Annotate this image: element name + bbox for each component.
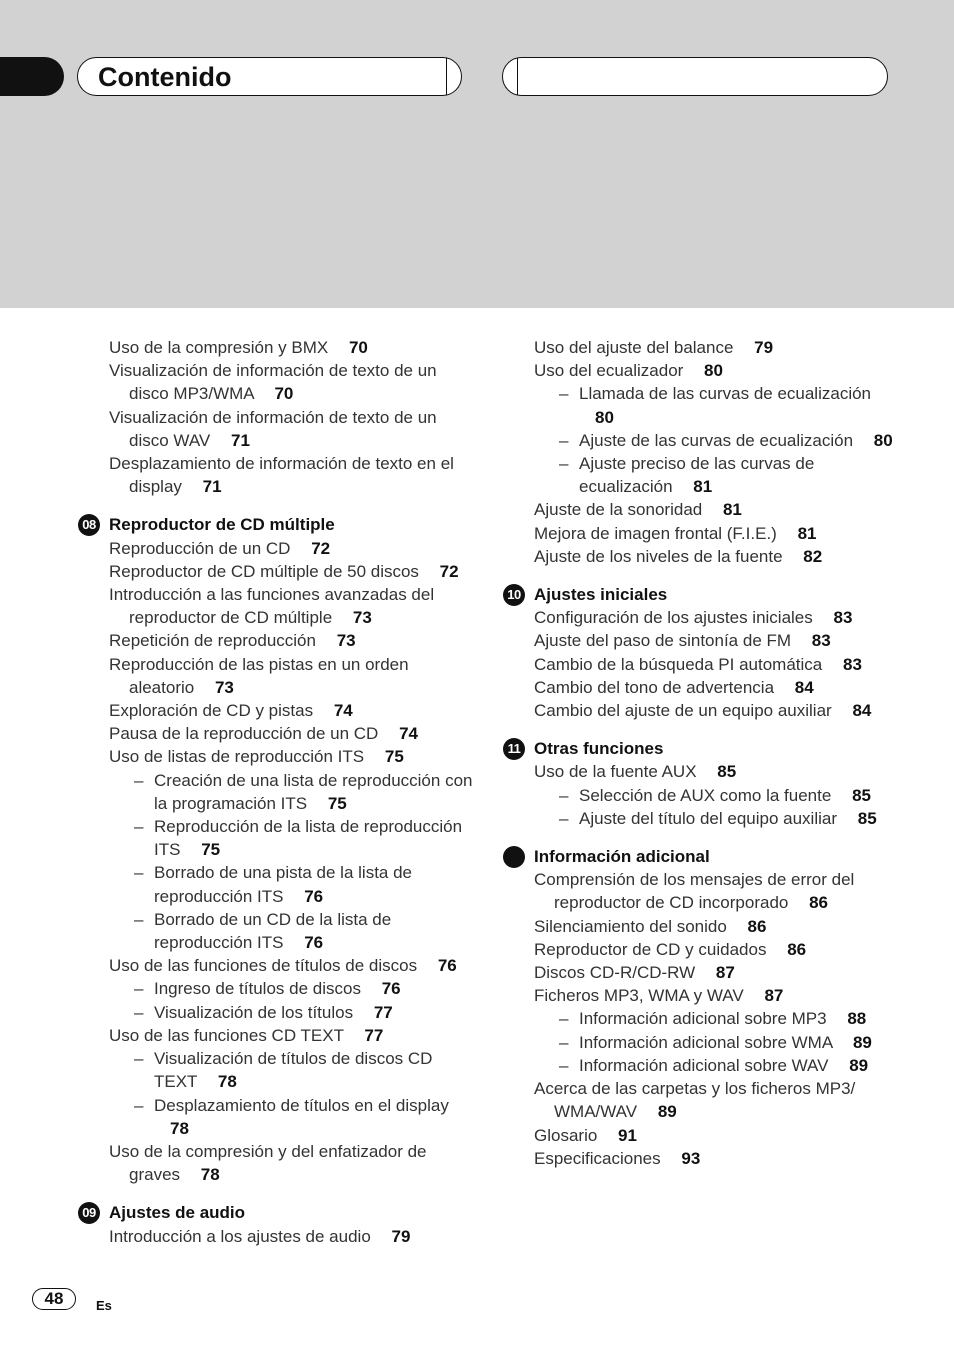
- toc-entry-text: Visualización de información de texto de un disco MP3/WMA: [109, 361, 437, 404]
- toc-entry-page: 88: [847, 1009, 867, 1029]
- toc-subentry: [78, 769, 478, 815]
- dash-bullet-icon: –: [134, 863, 144, 883]
- toc-entry-text: Mejora de imagen frontal (F.I.E.): [534, 523, 777, 543]
- toc-entry: [78, 1024, 478, 1047]
- toc-subentry: [78, 861, 478, 907]
- dash-bullet-icon: –: [134, 909, 144, 929]
- toc-entry: [78, 537, 478, 560]
- toc-entry-page: 71: [230, 430, 250, 450]
- toc-entry-text: Reproducción de las pistas en un orden aleatorio: [109, 654, 409, 697]
- toc-entry-text: Silenciamiento del sonido: [534, 916, 727, 936]
- toc-entry-text: Llamada de las curvas de ecualización: [579, 384, 872, 404]
- toc-entry-text: Introducción a los ajustes de audio: [109, 1226, 371, 1246]
- toc-entry: [503, 938, 903, 961]
- toc-entry-text: Especificaciones: [534, 1148, 661, 1168]
- toc-entry: [503, 545, 903, 568]
- toc-entry-text: Selección de AUX como la fuente: [579, 785, 832, 805]
- toc-entry-page: 73: [336, 631, 356, 651]
- toc-entry-text: Ajuste de las curvas de ecualización: [579, 430, 854, 450]
- section-heading: [78, 1201, 478, 1224]
- toc-entry-text: Comprensión de los mensajes de error del reproductor de CD incorporado: [534, 870, 855, 913]
- toc-entry: [503, 522, 903, 545]
- section-number-badge-icon: 11: [503, 738, 525, 760]
- toc-entry-page: 70: [274, 384, 294, 404]
- section-number-badge-icon: 10: [503, 584, 525, 606]
- dash-bullet-icon: –: [134, 979, 144, 999]
- toc-entry-page: 73: [214, 677, 234, 697]
- section-number-badge-icon: 08: [78, 514, 100, 536]
- toc-subentry: [503, 1007, 903, 1030]
- dash-bullet-icon: –: [559, 384, 569, 404]
- toc-left-column: [78, 336, 478, 1248]
- toc-entry-text: Acerca de las carpetas y los ficheros MP3/ WMA/WAV: [534, 1079, 856, 1122]
- toc-entry-page: 91: [618, 1125, 637, 1145]
- toc-entry-page: 70: [348, 338, 368, 357]
- toc-entry-page: 81: [722, 500, 742, 520]
- toc-entry-text: Reproductor de CD múltiple de 50 discos: [109, 561, 419, 581]
- toc-entry-text: Reproducción de un CD: [109, 538, 291, 558]
- toc-entry-page: 75: [201, 840, 221, 860]
- toc-entry: [78, 699, 478, 722]
- toc-entry: [503, 336, 903, 359]
- toc-subentry: [78, 908, 478, 954]
- toc-entry: [78, 406, 478, 452]
- page-number: 48: [32, 1288, 76, 1310]
- toc-entry: [78, 1140, 478, 1186]
- toc-entry: [78, 560, 478, 583]
- toc-entry-page: 87: [764, 986, 784, 1006]
- section-tab-marker: [0, 57, 64, 96]
- toc-entry-page: 84: [852, 701, 872, 721]
- toc-entry: [503, 984, 903, 1007]
- toc-entry: [503, 359, 903, 382]
- toc-entry-page: 76: [304, 886, 324, 906]
- toc-entry: [78, 1225, 478, 1248]
- toc-section-10: [503, 583, 903, 722]
- section-title: Otras funciones: [534, 739, 664, 759]
- toc-entry-page: 80: [873, 430, 893, 450]
- toc-entry: [503, 760, 903, 783]
- dash-bullet-icon: –: [559, 1055, 569, 1075]
- toc-entry: [503, 699, 903, 722]
- toc-section-11: [503, 737, 903, 830]
- toc-subentry: [503, 382, 903, 428]
- dash-bullet-icon: –: [134, 1002, 144, 1022]
- toc-entry-text: Reproductor de CD y cuidados: [534, 939, 767, 959]
- toc-entry-page: 83: [811, 631, 831, 651]
- toc-entry-text: Discos CD-R/CD-RW: [534, 963, 696, 983]
- toc-entry-text: Configuración de los ajustes iniciales: [534, 608, 813, 628]
- toc-entry-page: 78: [217, 1072, 237, 1092]
- toc-entry-text: Información adicional sobre MP3: [579, 1009, 827, 1029]
- toc-entry-page: 87: [715, 963, 735, 983]
- toc-entry-text: Borrado de un CD de la lista de reproducción ITS: [154, 909, 392, 953]
- toc-entry-page: 75: [327, 793, 347, 813]
- title-box-divider: [446, 58, 447, 95]
- toc-entry-page: 86: [747, 916, 767, 936]
- toc-entry-page: 77: [364, 1025, 384, 1045]
- toc-entry: [78, 954, 478, 977]
- toc-entry-page: 89: [849, 1055, 869, 1075]
- toc-entry: [503, 915, 903, 938]
- toc-entry-text: Uso de las funciones de títulos de discos: [109, 956, 418, 976]
- toc-entry: [503, 1077, 903, 1123]
- dash-bullet-icon: –: [559, 1009, 569, 1029]
- dash-bullet-icon: –: [134, 770, 144, 790]
- dash-bullet-icon: –: [559, 808, 569, 828]
- toc-entry-text: Exploración de CD y pistas: [109, 701, 314, 721]
- toc-entry: [78, 745, 478, 768]
- toc-entry: [78, 653, 478, 699]
- toc-entry-page: 71: [202, 477, 222, 497]
- toc-entry-text: Información adicional sobre WMA: [579, 1032, 833, 1052]
- dash-bullet-icon: –: [134, 817, 144, 837]
- toc-subentry: [78, 815, 478, 861]
- toc-entry-text: Ajuste del título del equipo auxiliar: [579, 808, 837, 828]
- toc-entry: [78, 629, 478, 652]
- toc-subentry: [78, 1001, 478, 1024]
- toc-entry-text: Borrado de una pista de la lista de reproducción ITS: [154, 863, 413, 906]
- toc-entry: [78, 583, 478, 629]
- dash-bullet-icon: –: [134, 1095, 144, 1115]
- toc-entry-text: Repetición de reproducción: [109, 631, 316, 651]
- language-code: Es: [96, 1298, 112, 1313]
- section-heading: [503, 845, 903, 868]
- toc-entry-page: 76: [304, 933, 324, 953]
- toc-entry-page: 73: [352, 608, 372, 628]
- toc-entry-text: Ajuste de la sonoridad: [534, 500, 703, 520]
- toc-entry: [78, 722, 478, 745]
- toc-entry-text: Información adicional sobre WAV: [579, 1055, 829, 1075]
- toc-entry-page: 83: [842, 654, 862, 674]
- header-band: [0, 0, 954, 308]
- toc-entry-page: 74: [399, 724, 418, 744]
- toc-entry-page: 79: [754, 338, 774, 357]
- toc-entry: [78, 359, 478, 405]
- toc-entry: [503, 1124, 903, 1147]
- toc-subentry: [503, 1054, 903, 1077]
- toc-entry: [503, 629, 903, 652]
- toc-entry-page: 89: [657, 1102, 677, 1122]
- toc-entry-page: 85: [857, 808, 877, 828]
- toc-entry-page: 83: [833, 608, 853, 628]
- toc-entry-page: 85: [717, 762, 737, 782]
- toc-entry-page: 82: [803, 546, 823, 566]
- toc-entry-text: Reproducción de la lista de reproducción ITS: [154, 817, 463, 860]
- toc-subentry: [78, 1094, 478, 1140]
- dash-bullet-icon: –: [559, 785, 569, 805]
- toc-entry-page: 77: [373, 1002, 393, 1022]
- toc-entry-page: 74: [333, 701, 353, 721]
- section-number-badge-icon: 09: [78, 1202, 100, 1224]
- toc-entry-page: 78: [200, 1165, 220, 1185]
- toc-entry-text: Visualización de títulos de discos CD TEXT: [154, 1049, 433, 1092]
- toc-entry-page: 86: [809, 893, 829, 913]
- toc-entry-text: Uso de listas de reproducción ITS: [109, 747, 365, 767]
- toc-entry-text: Uso del ajuste del balance: [534, 338, 734, 357]
- toc-section-09: [78, 1201, 478, 1247]
- toc-entry-text: Introducción a las funciones avanzadas del reproductor de CD múltiple: [109, 585, 435, 628]
- toc-entry-text: Desplazamiento de información de texto en el display: [109, 454, 454, 497]
- section-number-badge-icon: [503, 846, 525, 868]
- toc-entry: [78, 452, 478, 498]
- section-heading: [78, 513, 478, 536]
- toc-entry-page: 72: [439, 561, 459, 581]
- toc-entry-text: Uso del ecualizador: [534, 361, 684, 381]
- toc-entry-text: Ajuste de los niveles de la fuente: [534, 546, 783, 566]
- toc-entry-page: 72: [311, 538, 331, 558]
- toc-entry-page: 80: [595, 407, 614, 427]
- toc-entry-text: Uso de la compresión y del enfatizador de graves: [109, 1141, 427, 1185]
- toc-entry-page: 85: [852, 785, 871, 805]
- toc-entry-page: 78: [170, 1118, 189, 1138]
- toc-entry-text: Ficheros MP3, WMA y WAV: [534, 986, 744, 1006]
- toc-entry-page: 81: [693, 477, 713, 497]
- section-title: Ajustes iniciales: [534, 585, 668, 605]
- toc-subentry: [78, 977, 478, 1000]
- toc-entry-page: 86: [787, 939, 807, 959]
- toc-entry-page: 84: [794, 677, 814, 697]
- toc-entry-page: 79: [391, 1226, 411, 1246]
- toc-entry-text: Desplazamiento de títulos en el display: [154, 1095, 449, 1115]
- empty-title-box: [502, 57, 888, 96]
- section-heading: [503, 583, 903, 606]
- dash-bullet-icon: –: [559, 430, 569, 450]
- toc-entry-text: Uso de las funciones CD TEXT: [109, 1025, 344, 1045]
- section-title: Información adicional: [534, 847, 710, 867]
- toc-subentry: [503, 1031, 903, 1054]
- toc-left-entries: [78, 336, 478, 498]
- toc-entry-page: 89: [852, 1032, 872, 1052]
- toc-entry: [503, 676, 903, 699]
- page-title: Contenido: [98, 62, 232, 92]
- toc-subentry: [503, 807, 903, 830]
- dash-bullet-icon: –: [559, 1032, 569, 1052]
- toc-entry-text: Creación de una lista de reproducción con la programación ITS: [154, 770, 473, 813]
- toc-entry-page: 80: [704, 361, 723, 381]
- section-heading: [503, 737, 903, 760]
- toc-entry-text: Cambio del ajuste de un equipo auxiliar: [534, 701, 832, 721]
- toc-entry-text: Uso de la compresión y BMX: [109, 338, 329, 357]
- toc-entry: [503, 498, 903, 521]
- toc-entry: [78, 336, 478, 359]
- toc-entry-text: Ingreso de títulos de discos: [154, 979, 361, 999]
- toc-entry-text: Uso de la fuente AUX: [534, 762, 697, 782]
- section-title: Ajustes de audio: [109, 1203, 246, 1223]
- toc-entry-text: Pausa de la reproducción de un CD: [109, 724, 379, 744]
- toc-entry: [503, 653, 903, 676]
- toc-entry-page: 81: [797, 523, 817, 543]
- toc-entry: [503, 961, 903, 984]
- toc-entry-text: Ajuste del paso de sintonía de FM: [534, 631, 792, 651]
- toc-subentry: [78, 1047, 478, 1093]
- toc-entry-text: Cambio del tono de advertencia: [534, 677, 775, 697]
- toc-subentry: [503, 452, 903, 498]
- toc-entry-page: 75: [384, 747, 404, 767]
- toc-entry-text: Visualización de información de texto de un disco WAV: [109, 407, 437, 450]
- toc-entry: [503, 868, 903, 914]
- toc-section-info: [503, 845, 903, 1170]
- title-box: [77, 57, 462, 96]
- dash-bullet-icon: –: [134, 1049, 144, 1069]
- toc-entry-text: Ajuste preciso de las curvas de ecualización: [579, 454, 815, 497]
- toc-entry-page: 76: [437, 956, 457, 976]
- toc-entry-page: 76: [381, 979, 401, 999]
- toc-right-column: [503, 336, 903, 1170]
- toc-section-08: [78, 513, 478, 1186]
- toc-entry-text: Glosario: [534, 1125, 598, 1145]
- right-box-divider: [517, 58, 518, 95]
- toc-entry-text: Cambio de la búsqueda PI automática: [534, 654, 823, 674]
- toc-entry-page: 93: [681, 1148, 701, 1168]
- toc-entry: [503, 606, 903, 629]
- toc-subentry: [503, 429, 903, 452]
- toc-right-entries: [503, 336, 903, 568]
- toc-entry: [503, 1147, 903, 1170]
- toc-entry-text: Visualización de los títulos: [154, 1002, 354, 1022]
- dash-bullet-icon: –: [559, 454, 569, 474]
- section-title: Reproductor de CD múltiple: [109, 515, 335, 535]
- toc-subentry: [503, 784, 903, 807]
